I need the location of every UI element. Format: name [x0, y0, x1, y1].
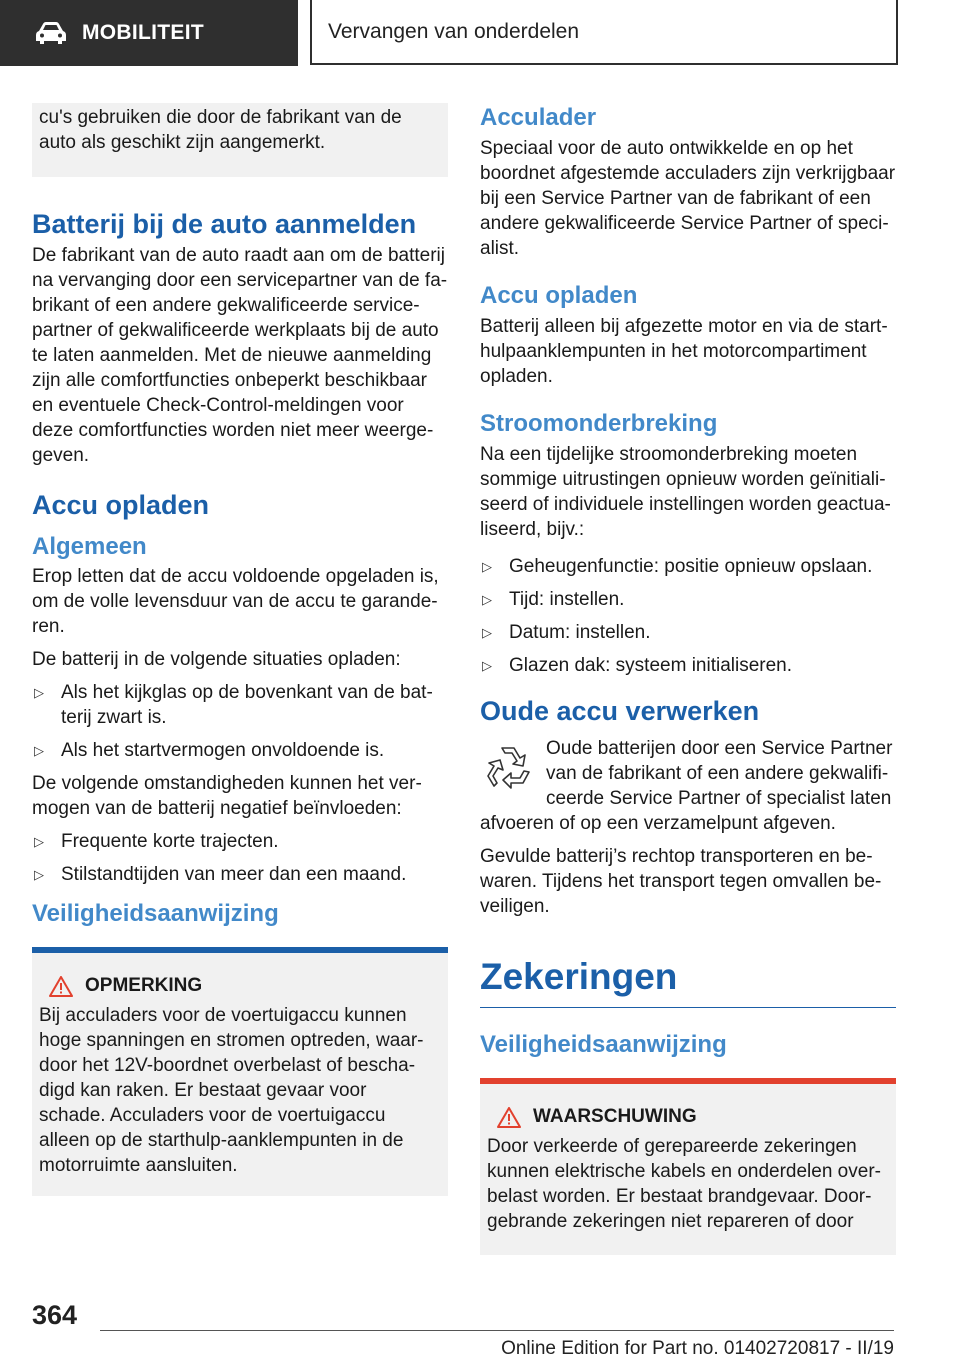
general-paragraph-3: De volgende omstandigheden kunnen het ver-mogen van de batterij negatief beïnvloeden:: [32, 773, 422, 819]
register-paragraph: De fabrikant van de auto raadt aan om de batterij na vervanging door een servicepartner van de fa-brikant of een andere gekwalificeerde service-partner of gekwalificeerde werkplaats bij de auto te laten aanmelden. Met de nieuwe aanmelding zijn alle comfortfuncties onbeperkt beschikbaar en eventuele Check-Control-meldingen voor deze comfortfuncties worden niet meer weerge-geven.: [32, 245, 448, 466]
list-item: ▷ Geheugenfunctie: positie opnieuw opslaan.: [482, 556, 873, 577]
bullet-triangle-icon: ▷: [482, 625, 492, 640]
charge-paragraph-2: Batterij alleen bij afgezette motor en via de start-hulpaanklempunten in het motorcompartiment opladen.: [480, 316, 888, 387]
heading-register-battery: Batterij bij de auto aanmelden: [32, 209, 417, 239]
dispose-paragraph-1: Oude batterijen door een Service Partner van de fabrikant of een andere gekwalifi-ceerde Service Partner of specialist laten: [546, 738, 893, 809]
power-outage-paragraph: Na een tijdelijke stroomonderbreking moeten sommige uitrustingen opnieuw worden geïnitiali-seerd of individuele instellingen worden geactua-liseerd, bijv.:: [480, 444, 891, 540]
dispose-paragraph-2: Gevulde batterij’s rechtop transporteren en be-waren. Tijdens het transport tegen omvallen be-veiligen.: [480, 846, 882, 917]
list-item: ▷ Datum: instellen.: [482, 622, 651, 643]
recycle-icon: [480, 740, 536, 796]
warning-title: WAARSCHUWING: [533, 1106, 697, 1127]
general-paragraph-1: Erop letten dat de accu voldoende opgeladen is, om de volle levensduur van de accu te garande-ren.: [32, 566, 439, 637]
reinit-list: [480, 554, 896, 678]
heading-charge-battery: Accu opladen: [32, 490, 210, 520]
charge-situations-list: [32, 680, 448, 763]
note-title: OPMERKING: [85, 975, 203, 996]
bullet-triangle-icon: ▷: [34, 867, 44, 882]
list-item: ▷ Als het kijkglas op de bovenkant van de bat-terij zwart is.: [34, 682, 433, 728]
warning-triangle-icon: [497, 1107, 521, 1128]
list-item: ▷ Frequente korte trajecten.: [34, 831, 279, 852]
list-item: ▷ Tijd: instellen.: [482, 589, 625, 610]
note-title-row: [39, 975, 438, 997]
charger-paragraph: Speciaal voor de auto ontwikkelde en op het boordnet afgestemde acculaders zijn verkrijgbaar bij een Service Partner van de fabrikant of een andere gekwalificeerde Service Partner of speci-alist.: [480, 138, 896, 259]
recycle-notice: [480, 736, 896, 811]
heading-charger: Acculader: [480, 104, 597, 131]
warning-box: [480, 1078, 896, 1255]
bullet-triangle-icon: ▷: [34, 685, 44, 700]
heading-safety-notice: Veiligheidsaanwijzing: [32, 900, 279, 927]
bullet-triangle-icon: ▷: [34, 743, 44, 758]
right-column: [480, 103, 896, 1255]
bullet-triangle-icon: ▷: [482, 559, 492, 574]
section-title: MOBILITEIT: [82, 21, 204, 44]
list-item: ▷ Als het startvermogen onvoldoende is.: [34, 740, 385, 761]
dispose-paragraph-1-cont: afvoeren of op een verzamelpunt afgeven.: [480, 813, 836, 834]
page-number: 364: [32, 1300, 78, 1330]
note-box: [32, 947, 448, 1196]
heading-general: Algemeen: [32, 533, 147, 560]
bullet-triangle-icon: ▷: [482, 592, 492, 607]
car-icon: [34, 20, 68, 46]
chapter-tab: [310, 0, 898, 65]
heading-charge-battery-2: Accu opladen: [480, 282, 638, 309]
edition-text: Online Edition for Part no. 01402720817 - II/19: [501, 1338, 894, 1359]
warning-text: Door verkeerde of gerepareerde zekeringen kunnen elektrische kabels en onderdelen over-belast worden. Er bestaat brandgevaar. Door-gebrande zekeringen niet repareren of door: [487, 1136, 881, 1232]
negative-factors-list: [32, 829, 448, 887]
footer-divider: [100, 1330, 894, 1331]
list-item: ▷ Glazen dak: systeem initialiseren.: [482, 655, 793, 676]
list-item: ▷ Stilstandtijden van meer dan een maand.: [34, 864, 407, 885]
left-column: [32, 103, 448, 1196]
heading-fuses: Zekeringen: [480, 955, 896, 1008]
bullet-triangle-icon: ▷: [34, 834, 44, 849]
bullet-triangle-icon: ▷: [482, 658, 492, 673]
warning-title-row: [487, 1106, 886, 1128]
heading-dispose-battery: Oude accu verwerken: [480, 696, 760, 726]
general-paragraph-2: De batterij in de volgende situaties opladen:: [32, 649, 401, 670]
heading-safety-notice-2: Veiligheidsaanwijzing: [480, 1031, 727, 1058]
section-tab: [0, 0, 298, 66]
note-text: Bij acculaders voor de voertuigaccu kunnen hoge spanningen en stromen optreden, waar-door het 12V-boordnet overbelast of bescha-digd kan raken. Er bestaat gevaar voor schade. Acculaders voor de voertuigaccu alleen op de starthulp-aanklempunten in de motorruimte aansluiten.: [39, 1005, 424, 1176]
continued-text: cu's gebruiken die door de fabrikant van de auto als geschikt zijn aangemerkt.: [39, 107, 402, 153]
warning-triangle-icon: [49, 976, 73, 997]
heading-power-outage: Stroomonderbreking: [480, 410, 718, 437]
continued-box: [32, 103, 448, 177]
chapter-title: Vervangen van onderdelen: [328, 19, 580, 43]
